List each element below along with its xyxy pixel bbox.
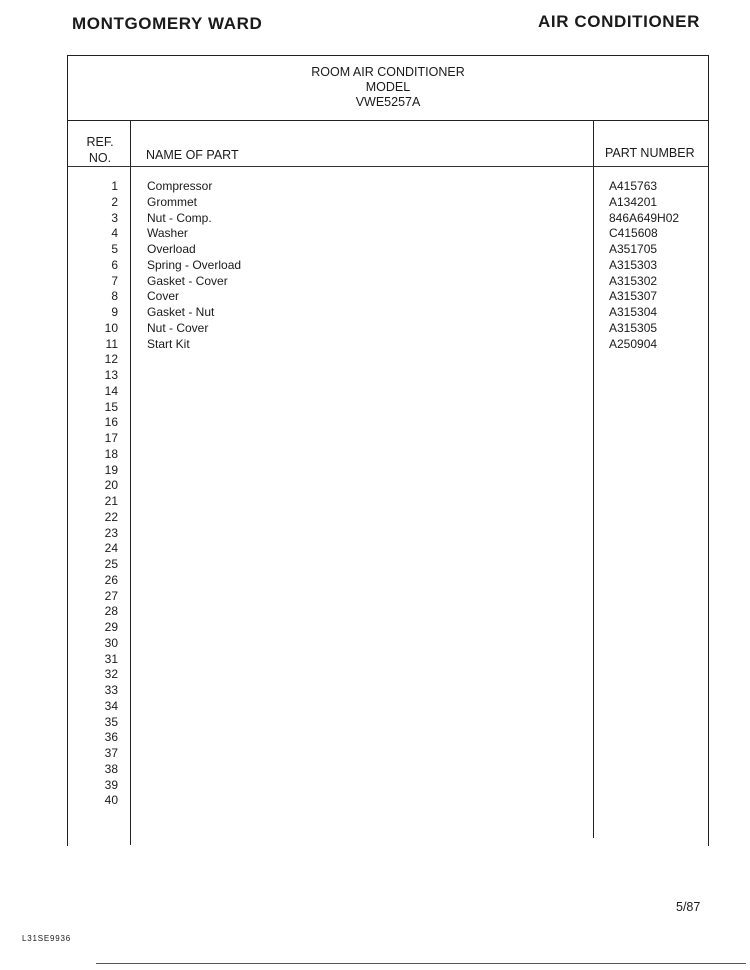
model-label: MODEL	[365, 80, 411, 94]
table-row	[68, 699, 708, 715]
part-number: A315302	[609, 273, 658, 288]
part-number: A415763	[609, 179, 658, 193]
ref-number: 14	[104, 383, 118, 398]
ref-number: 3	[111, 210, 118, 225]
table-row	[68, 400, 708, 416]
page-number: 5/87	[676, 900, 701, 914]
ref-number: 7	[111, 273, 118, 288]
table-row	[68, 510, 708, 526]
ref-number: 19	[104, 462, 118, 477]
table-row	[68, 573, 708, 589]
table-row	[68, 305, 708, 321]
table-row	[68, 447, 708, 463]
ref-number: 35	[104, 714, 118, 729]
table-row	[68, 667, 708, 683]
model-title-block	[68, 56, 708, 121]
table-row	[68, 541, 708, 557]
part-name: Start Kit	[147, 336, 190, 351]
part-number: A315305	[609, 320, 658, 335]
ref-number: 28	[104, 604, 118, 619]
part-number: A134201	[609, 194, 658, 209]
part-name: Cover	[147, 289, 180, 304]
ref-number: 2	[111, 194, 118, 209]
table-row	[68, 368, 708, 384]
document-code: L31SE9936	[22, 934, 72, 943]
ref-number: 8	[111, 289, 118, 304]
product-type: ROOM AIR CONDITIONER	[311, 65, 465, 79]
ref-number: 32	[104, 667, 118, 682]
ref-number: 29	[104, 620, 118, 634]
part-number: C415608	[609, 226, 658, 241]
ref-header-line1: REF.	[86, 135, 114, 149]
ref-number: 27	[104, 588, 118, 603]
ref-number: 22	[104, 509, 118, 524]
brand-title: MONTGOMERY WARD	[72, 14, 263, 33]
table-row	[68, 778, 708, 794]
category-title: AIR CONDITIONER	[538, 12, 700, 31]
table-row	[68, 589, 708, 605]
table-row	[68, 431, 708, 447]
part-number: A315303	[609, 257, 658, 272]
bottom-rule	[96, 963, 746, 964]
ref-number: 13	[104, 368, 118, 382]
ref-number: 33	[104, 683, 118, 697]
ref-number: 4	[111, 226, 118, 241]
part-name: Washer	[147, 226, 188, 241]
ref-number: 25	[104, 557, 118, 571]
table-row	[68, 746, 708, 762]
part-number: A315304	[609, 305, 658, 319]
table-row	[68, 289, 708, 305]
table-row	[68, 384, 708, 400]
part-number: A315307	[609, 289, 658, 304]
table-row	[68, 652, 708, 668]
header-rule	[68, 166, 708, 167]
part-number: A351705	[609, 242, 658, 256]
ref-number: 34	[104, 698, 118, 713]
ref-number: 39	[104, 777, 118, 792]
table-row	[68, 730, 708, 746]
table-row	[68, 179, 708, 195]
table-row	[68, 793, 708, 809]
table-row	[68, 683, 708, 699]
ref-number: 20	[104, 478, 118, 493]
part-number: A250904	[609, 336, 658, 351]
table-row	[68, 226, 708, 242]
table-row	[68, 337, 708, 353]
ref-number: 36	[104, 730, 118, 745]
table-row	[68, 274, 708, 290]
part-name: Nut - Cover	[147, 320, 209, 335]
part-name: Grommet	[147, 194, 198, 209]
model-number: VWE5257A	[355, 95, 421, 109]
ref-number: 5	[111, 242, 118, 256]
ref-number: 21	[104, 494, 118, 508]
table-row	[68, 242, 708, 258]
name-of-part-header: NAME OF PART	[146, 148, 239, 162]
parts-rows	[68, 179, 708, 809]
table-row	[68, 415, 708, 431]
table-row	[68, 715, 708, 731]
table-row	[68, 762, 708, 778]
table-row	[68, 494, 708, 510]
table-row	[68, 620, 708, 636]
part-number: 846A649H02	[609, 210, 680, 225]
ref-number: 18	[104, 446, 118, 461]
ref-number: 9	[111, 305, 118, 319]
ref-number: 11	[105, 336, 118, 351]
part-number-header: PART NUMBER	[605, 146, 695, 160]
table-row	[68, 463, 708, 479]
table-row	[68, 604, 708, 620]
ref-number: 15	[104, 399, 118, 414]
ref-number: 30	[104, 635, 118, 650]
ref-number: 26	[104, 572, 118, 587]
ref-number: 37	[104, 746, 118, 760]
table-row	[68, 526, 708, 542]
ref-number: 12	[104, 352, 118, 367]
table-row	[68, 478, 708, 494]
table-row	[68, 195, 708, 211]
table-row	[68, 352, 708, 368]
ref-number: 17	[104, 431, 118, 445]
table-row	[68, 557, 708, 573]
ref-number: 10	[104, 320, 118, 335]
ref-number: 6	[111, 257, 118, 272]
ref-number: 1	[111, 179, 118, 193]
ref-number: 31	[104, 651, 118, 666]
table-row	[68, 321, 708, 337]
ref-number: 16	[104, 415, 118, 430]
table-row	[68, 258, 708, 274]
ref-header-line2: NO.	[88, 151, 112, 165]
part-name: Spring - Overload	[147, 257, 242, 272]
part-name: Nut - Comp.	[147, 210, 212, 225]
part-name: Overload	[147, 242, 196, 256]
part-name: Compressor	[147, 179, 213, 193]
part-name: Gasket - Cover	[147, 273, 228, 288]
ref-no-header	[76, 134, 124, 166]
ref-number: 40	[104, 793, 118, 808]
parts-table	[67, 55, 709, 846]
ref-number: 23	[104, 525, 118, 540]
table-row	[68, 636, 708, 652]
part-name: Gasket - Nut	[147, 305, 215, 319]
ref-number: 38	[104, 761, 118, 776]
ref-number: 24	[104, 541, 118, 556]
table-row	[68, 211, 708, 227]
